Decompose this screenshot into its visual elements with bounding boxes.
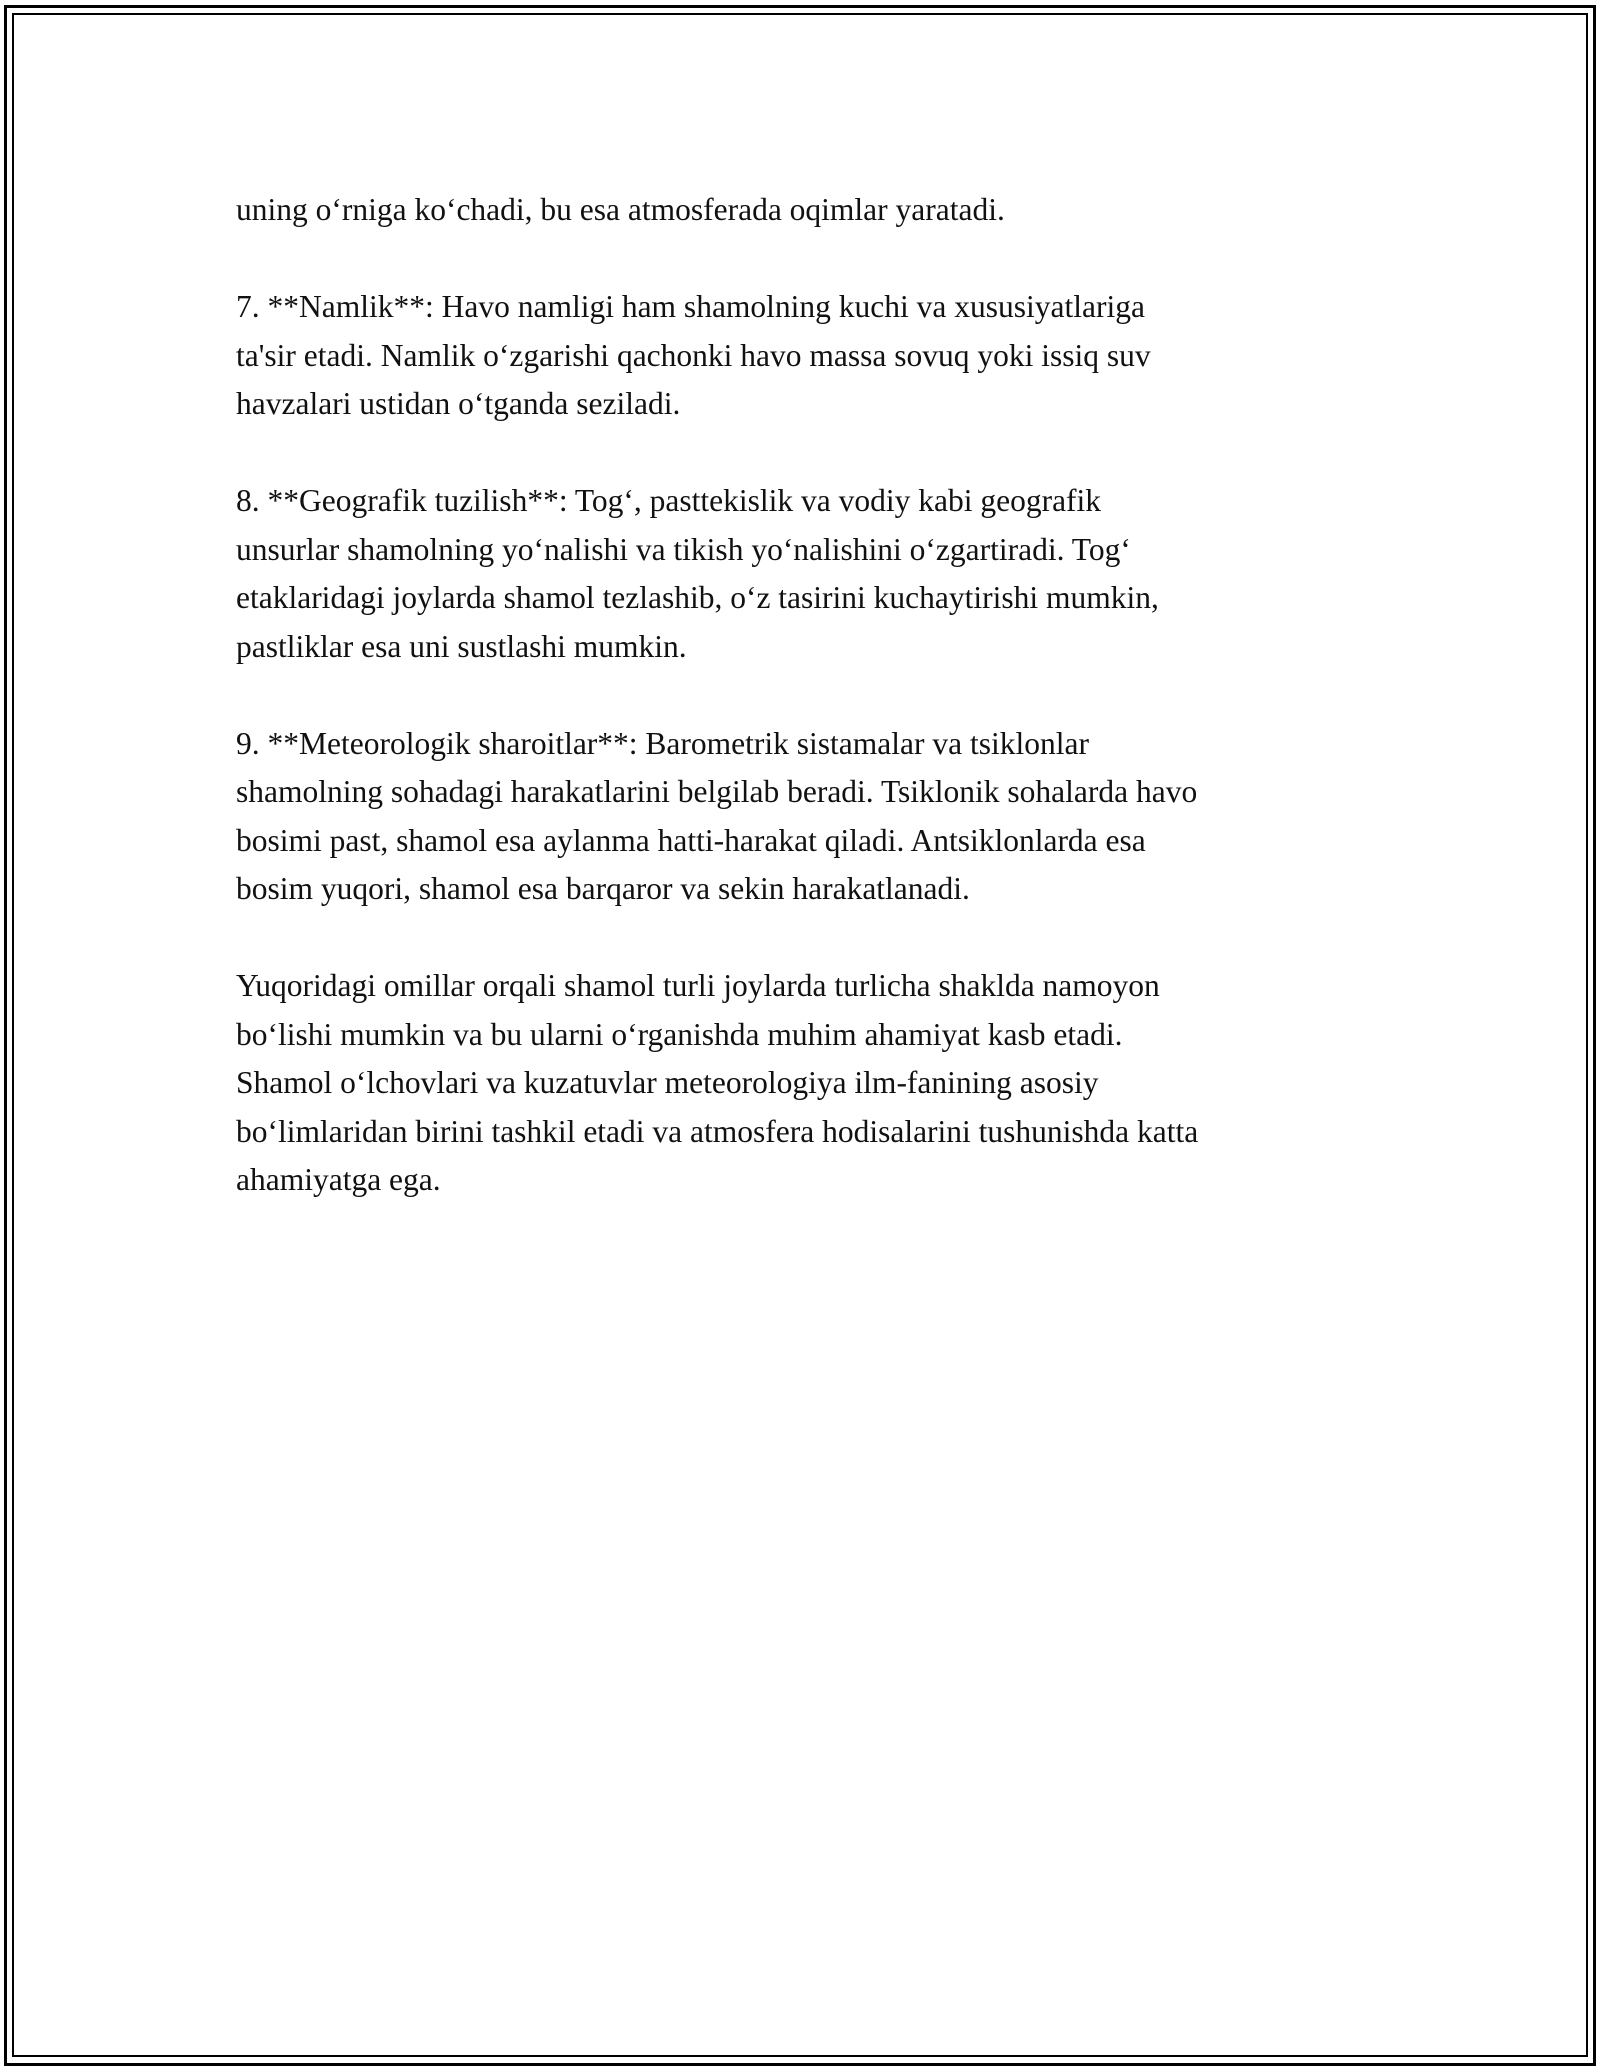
text-line: bo‘lishi mumkin va bu ularni o‘rganishda muhim ahamiyat kasb etadi. (236, 1016, 1123, 1052)
text-line: bosimi past, shamol esa aylanma hatti-harakat qiladi. Antsiklonlarda esa (236, 822, 1146, 858)
text-line: shamolning sohadagi harakatlarini belgilab beradi. Tsiklonik sohalarda havo (236, 774, 1198, 809)
text-line: uning o‘rniga ko‘chadi, bu esa atmosferada oqimlar yaratadi. (236, 192, 1005, 227)
text-line: bosim yuqori, shamol esa barqaror va sekin harakatlanadi. (236, 871, 970, 906)
text-line: unsurlar shamolning yo‘nalishi va tikish yo‘nalishini o‘zgartiradi. Tog‘ (236, 531, 1131, 567)
text-line: havzalari ustidan o‘tganda seziladi. (236, 386, 681, 421)
document-body (236, 186, 1376, 1253)
text-line: 9. **Meteorologik sharoitlar**: Barometrik sistamalar va tsiklonlar (236, 725, 1089, 761)
text-line: ta'sir etadi. Namlik o‘zgarishi qachonki havo massa sovuq yoki issiq suv (236, 337, 1151, 373)
text-line: Shamol o‘lchovlari va kuzatuvlar meteorologiya ilm-fanining asosiy (236, 1065, 1099, 1100)
text-line: pastliklar esa uni sustlashi mumkin. (236, 628, 687, 664)
paragraph-geografik-tuzilish (236, 477, 1376, 671)
paragraph-continuation (236, 186, 1376, 235)
text-line: 8. **Geografik tuzilish**: Tog‘, pasttekislik va vodiy kabi geografik (236, 483, 1102, 518)
paragraph-namlik (236, 283, 1376, 429)
text-line: etaklaridagi joylarda shamol tezlashib, o‘z tasirini kuchaytirishi mumkin, (236, 580, 1159, 615)
paragraph-conclusion (236, 962, 1376, 1205)
text-line: ahamiyatga ega. (236, 1162, 441, 1197)
text-line: 7. **Namlik**: Havo namligi ham shamolning kuchi va xususiyatlariga (236, 289, 1145, 324)
text-line: Yuqoridagi omillar orqali shamol turli joylarda turlicha shaklda namoyon (236, 968, 1160, 1003)
paragraph-meteorologik-sharoitlar (236, 720, 1376, 914)
text-line: bo‘limlaridan birini tashkil etadi va atmosfera hodisalarini tushunishda katta (236, 1113, 1199, 1149)
